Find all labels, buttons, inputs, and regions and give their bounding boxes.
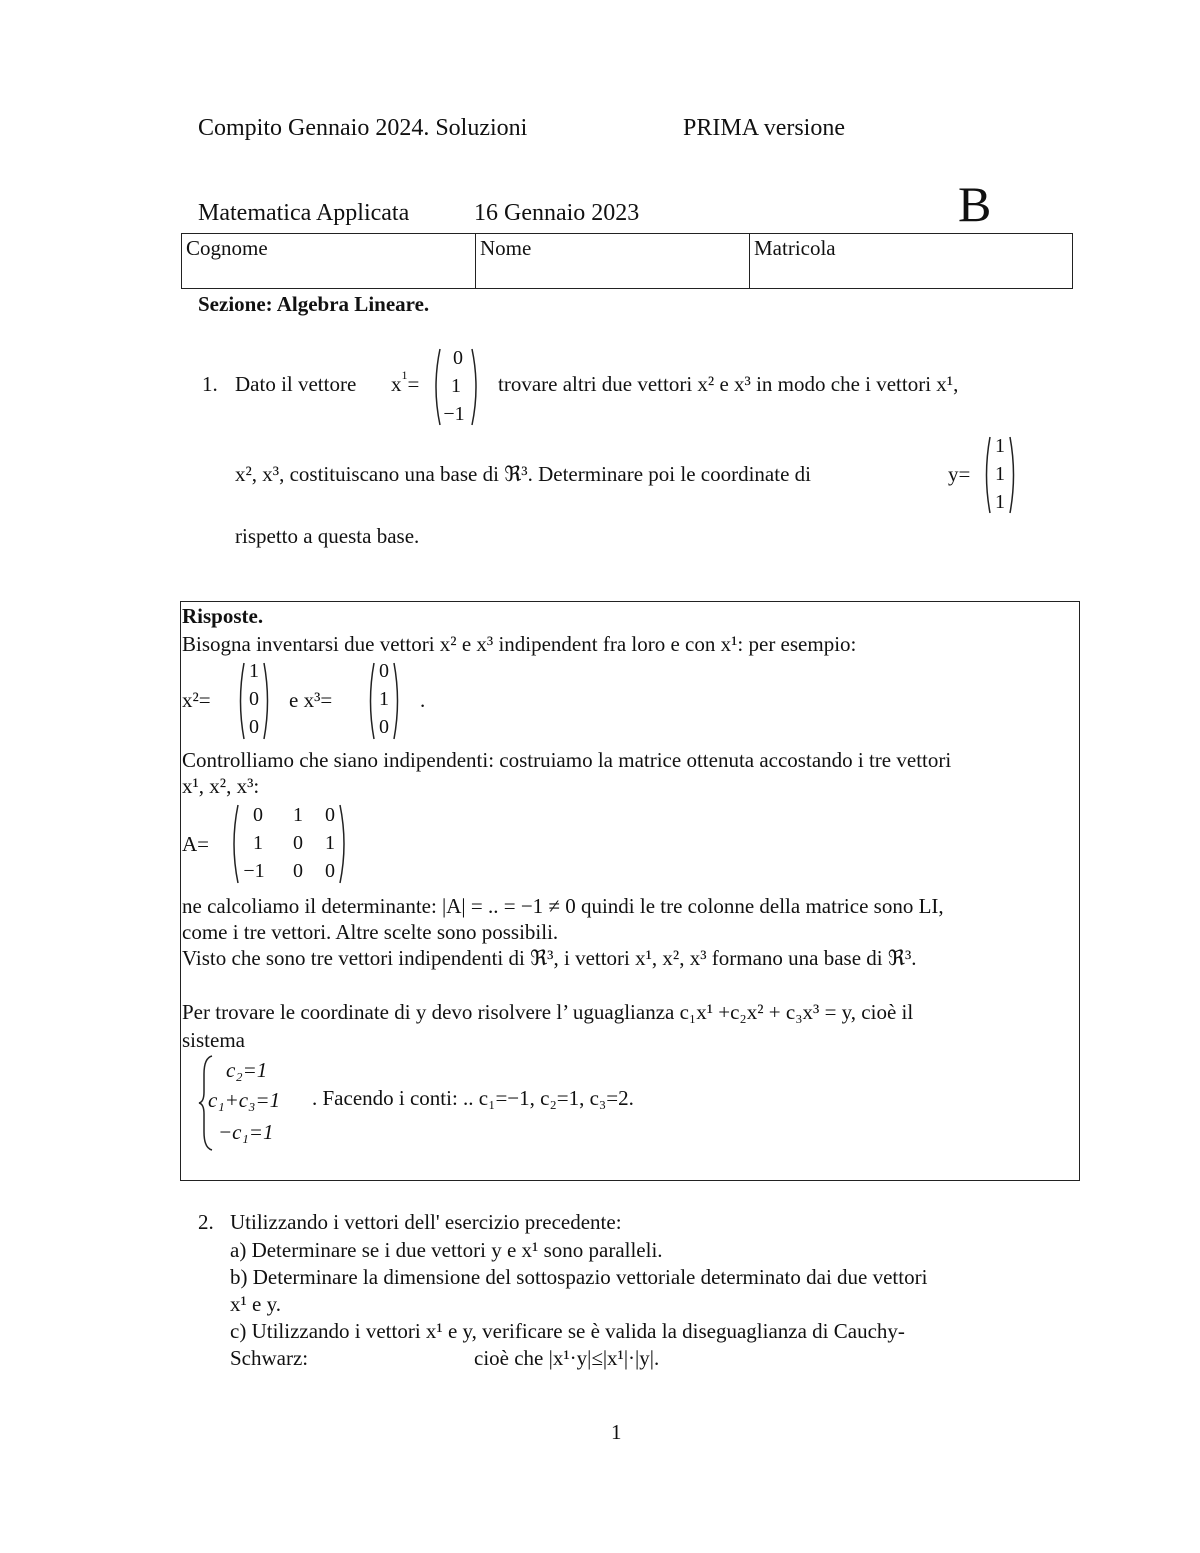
answer-line-7: Per trovare le coordinate di y devo risolvere l’ uguaglianza c₁x¹ +c₂x² + c₃x³ = y, cioè il xyxy=(182,1000,914,1024)
x2-vector xyxy=(236,660,272,742)
page-number: 1 xyxy=(611,1420,622,1444)
system-equation: c₁+c₃=1 xyxy=(208,1088,281,1112)
y-entry: 1 xyxy=(995,491,1005,513)
name-field[interactable]: Nome xyxy=(476,234,750,289)
matrix-a xyxy=(228,802,350,886)
x1-vector xyxy=(430,345,482,429)
matrix-a-cell: 0 xyxy=(325,804,335,826)
y-label: y= xyxy=(948,462,971,486)
exercise-1-text-3: rispetto a questa base. xyxy=(235,524,420,548)
x3-entry: 1 xyxy=(379,688,389,710)
version-label: PRIMA versione xyxy=(683,115,845,141)
exercise-2-intro: Utilizzando i vettori dell' esercizio precedente: xyxy=(230,1210,622,1234)
answer-line-6: Visto che sono tre vettori indipendenti di ℜ³, i vettori x¹, x², x³ formano una base di ℜ³. xyxy=(182,946,917,970)
x3-label: e x³= xyxy=(289,688,333,712)
y-entry: 1 xyxy=(995,463,1005,485)
doc-title: Compito Gennaio 2024. Soluzioni xyxy=(198,115,528,141)
course-name: Matematica Applicata xyxy=(198,200,410,226)
x1-entry: 0 xyxy=(453,347,463,369)
answer-line-5: come i tre vettori. Altre scelte sono possibili. xyxy=(182,920,559,944)
exercise-2-c-line-2b: cioè che |x¹·y|≤|x¹|·|y|. xyxy=(474,1346,660,1370)
answer-line-3: x¹, x², x³: xyxy=(182,774,260,798)
matrix-a-cell: 0 xyxy=(325,860,335,882)
y-vector xyxy=(982,433,1018,517)
matrix-a-label: A= xyxy=(182,832,210,856)
matrix-a-cell: 1 xyxy=(293,804,303,826)
exercise-2-c-line-2a: Schwarz: xyxy=(230,1346,309,1370)
matrix-a-cell: 1 xyxy=(253,832,263,854)
version-letter: B xyxy=(958,176,992,232)
answer-line-1: Bisogna inventarsi due vettori x² e x³ indipendent fra loro e con x¹: per esempio: xyxy=(182,632,857,656)
exercise-1-text-2: x², x³, costituiscano una base di ℜ³. Determinare poi le coordinate di xyxy=(235,462,811,486)
exam-date: 16 Gennaio 2023 xyxy=(474,200,640,226)
surname-field[interactable]: Cognome xyxy=(182,234,476,289)
x2-entry: 1 xyxy=(249,660,259,682)
exercise-1-text-1: trovare altri due vettori x² e x³ in modo che i vettori x¹, xyxy=(498,372,959,396)
answer-line-4: ne calcoliamo il determinante: |A| = .. = −1 ≠ 0 quindi le tre colonne della matrice sono LI, xyxy=(182,894,944,918)
student-id-field[interactable]: Matricola xyxy=(750,234,1073,289)
student-info-table xyxy=(181,233,1073,289)
matrix-a-cell: 1 xyxy=(325,832,335,854)
x1-entry: 1 xyxy=(451,375,461,397)
exercise-1-number: 1. xyxy=(202,372,218,396)
x2-entry: 0 xyxy=(249,688,259,710)
x3-vector xyxy=(366,660,402,742)
x3-entry: 0 xyxy=(379,716,389,738)
system-equation: c₂=1 xyxy=(226,1058,268,1082)
answer-heading: Risposte. xyxy=(182,604,264,628)
exercise-2-number: 2. xyxy=(198,1210,214,1234)
x1-label: $x^1=$ xyxy=(391,368,420,396)
y-entry: 1 xyxy=(995,435,1005,457)
answer-line-2: Controlliamo che siano indipendenti: costruiamo la matrice ottenuta accostando i tre vettori xyxy=(182,748,952,772)
x3-dot: . xyxy=(420,688,426,712)
system-solution: . Facendo i conti: .. c₁=−1, c₂=1, c₃=2. xyxy=(312,1086,634,1110)
matrix-a-cell: 0 xyxy=(293,832,303,854)
exercise-2-a: a) Determinare se i due vettori y e x¹ sono paralleli. xyxy=(230,1238,663,1262)
matrix-a-cell: −1 xyxy=(243,860,265,882)
matrix-a-cell: 0 xyxy=(293,860,303,882)
x2-label: x²= xyxy=(182,688,211,712)
matrix-a-cell: 0 xyxy=(253,804,263,826)
exercise-2-b-line-2: x¹ e y. xyxy=(230,1292,282,1316)
exercise-1-intro: Dato il vettore xyxy=(235,372,357,396)
section-title: Sezione: Algebra Lineare. xyxy=(198,292,430,316)
exercise-2-c-line-1: c) Utilizzando i vettori x¹ e y, verificare se è valida la diseguaglianza di Cauchy- xyxy=(230,1319,905,1343)
x3-entry: 0 xyxy=(379,660,389,682)
system-equation: −c₁=1 xyxy=(218,1120,274,1144)
x2-entry: 0 xyxy=(249,716,259,738)
answer-line-8: sistema xyxy=(182,1028,245,1052)
x1-entry: −1 xyxy=(443,403,465,425)
exercise-2-b-line-1: b) Determinare la dimensione del sottospazio vettoriale determinato dai due vettori xyxy=(230,1265,928,1289)
